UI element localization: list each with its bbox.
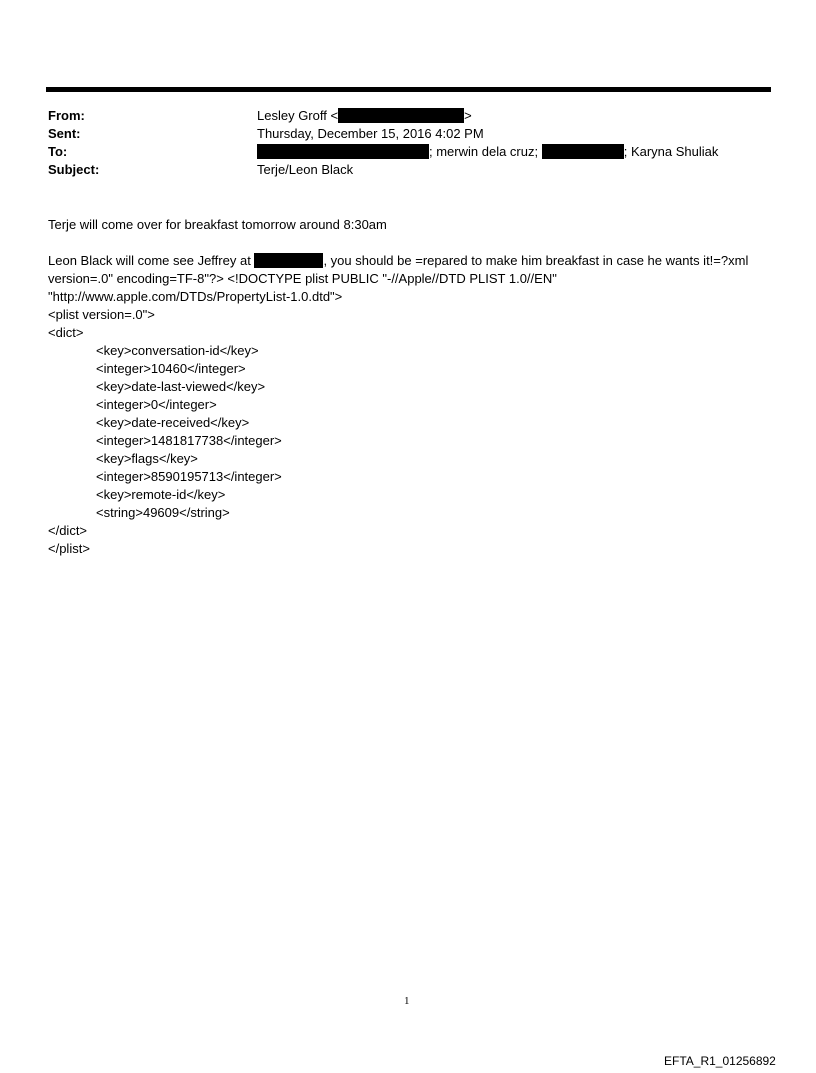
dict-line: <integer>1481817738</integer> xyxy=(96,433,282,448)
body-text-segment: , you should be =repared to make him breakfast in case he wants it!=?xml xyxy=(323,253,749,268)
dict-line: <integer>0</integer> xyxy=(96,397,217,412)
to-value xyxy=(257,143,718,161)
body-line: <dict> xyxy=(48,325,84,340)
header-rule xyxy=(46,87,771,92)
redaction-box xyxy=(257,144,429,159)
from-close: > xyxy=(464,108,472,123)
dict-line: <integer>8590195713</integer> xyxy=(96,469,282,484)
body-line: Terje will come over for breakfast tomorrow around 8:30am xyxy=(48,217,387,232)
dict-line: <key>flags</key> xyxy=(96,451,198,466)
subject-label: Subject: xyxy=(48,162,100,177)
body-text-segment: Leon Black will come see Jeffrey at xyxy=(48,253,251,268)
dict-line: <key>date-received</key> xyxy=(96,415,250,430)
document-id: EFTA_R1_01256892 xyxy=(664,1054,776,1068)
body-line: </plist> xyxy=(48,541,90,556)
redaction-box xyxy=(254,253,323,268)
body-line: version=.0" encoding=TF-8"?> <!DOCTYPE plist PUBLIC "-//Apple//DTD PLIST 1.0//EN" xyxy=(48,271,557,286)
sent-label: Sent: xyxy=(48,126,81,141)
page-number: 1 xyxy=(404,995,410,1007)
redaction-box xyxy=(338,108,464,123)
dict-line: <string>49609</string> xyxy=(96,505,230,520)
sent-value: Thursday, December 15, 2016 4:02 PM xyxy=(257,126,484,141)
subject-value: Terje/Leon Black xyxy=(257,162,354,177)
dict-line: <key>date-last-viewed</key> xyxy=(96,379,266,394)
to-label: To: xyxy=(48,144,68,159)
to-part1: ; merwin dela cruz; xyxy=(429,144,539,159)
redaction-box xyxy=(542,144,624,159)
to-part2: ; Karyna Shuliak xyxy=(623,144,719,159)
dict-line: <key>remote-id</key> xyxy=(96,487,226,502)
body-line: <plist version=.0"> xyxy=(48,307,155,322)
from-name: Lesley Groff < xyxy=(257,108,339,123)
from-value xyxy=(257,107,472,125)
dict-line: <integer>10460</integer> xyxy=(96,361,246,376)
body-line: "http://www.apple.com/DTDs/PropertyList-1.0.dtd"> xyxy=(48,289,343,304)
body-line: </dict> xyxy=(48,523,88,538)
body-line xyxy=(48,252,748,270)
dict-line: <key>conversation-id</key> xyxy=(96,343,259,358)
from-label: From: xyxy=(48,108,85,123)
